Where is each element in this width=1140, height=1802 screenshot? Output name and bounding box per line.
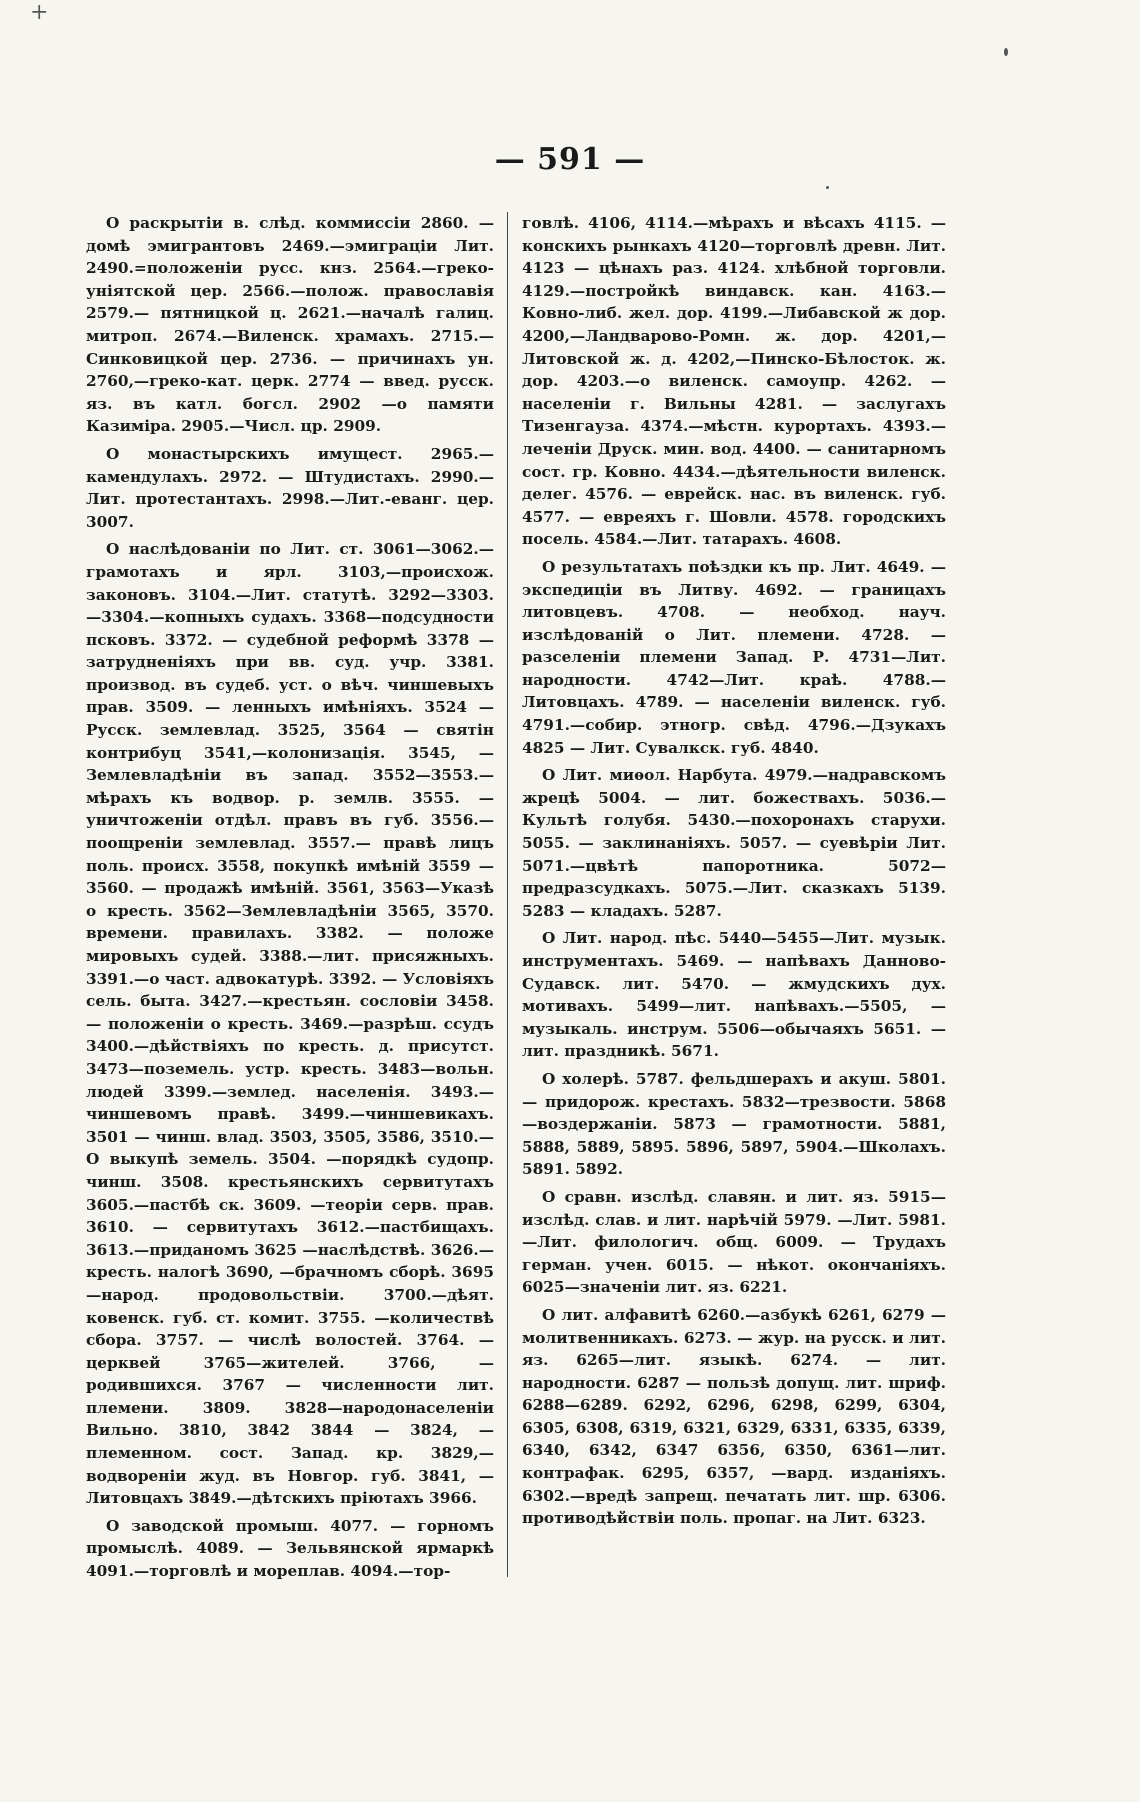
index-entry: О результатахъ поѣздки къ пр. Лит. 4649. — экспедиціи въ Литву. 4692. — границахъ литовцевъ. 4708. — необход. науч. изслѣдованій о Лит. племени. 4728. —разселеніи племени Запад. Р. 4731—Лит. народности. 4742—Лит. краѣ. 4788.—Литовцахъ. 4789. — населеніи виленск. губ. 4791.—собир. этногр. свѣд. 4796.—Дзукахъ 4825 — Лит. Сувалкск. губ. 4840. [522, 557, 946, 757]
index-entry: О Лит. миѳол. Нарбута. 4979.—надравскомъ жрецѣ 5004. — лит. божествахъ. 5036.—Культѣ голубя. 5430.—похоронахъ старухи. 5055. — заклинаніяхъ. 5057. — суевѣріи Лит. 5071.—цвѣтѣ папоротника. 5072—предразсудкахъ. 5075.—Лит. сказкахъ 5139. 5283 — кладахъ. 5287. [522, 766, 946, 920]
left-column [86, 212, 494, 1588]
ink-speck [826, 186, 829, 189]
index-entry: О лит. алфавитѣ 6260.—азбукѣ 6261, 6279 — молитвенникахъ. 6273. — жур. на русск. и лит. яз. 6265—лит. языкѣ. 6274. — лит. народности. 6287 — пользѣ допущ. лит. шриф. 6288—6289. 6292, 6296, 6298, 6299, 6304, 6305, 6308, 6319, 6321, 6329, 6331, 6335, 6339, 6340, 6342, 6347 6356, 6350, 6361—лит. контрафак. 6295, 6357, —вард. изданіяхъ. 6302.—вредѣ запрещ. печатать лит. шр. 6306. противодѣйствіи поль. пропаг. на Лит. 6323. [522, 1305, 946, 1528]
index-entry: говлѣ. 4106, 4114.—мѣрахъ и вѣсахъ 4115. —конскихъ рынкахъ 4120—торговлѣ древн. Лит. 4123 — цѣнахъ раз. 4124. хлѣбной торговли. 4129.—постройкѣ виндавск. кан. 4163.—Ковно-либ. жел. дор. 4199.—Либавской ж дор. 4200,—Ландварово-Ромн. ж. дор. 4201,—Литовской ж. д. 4202,—Пинско-Бѣлосток. ж. дор. 4203.—о виленск. самоупр. 4262. — населеніи г. Вильны 4281. — заслугахъ Тизенгауза. 4374.—мѣстн. курортахъ. 4393.—леченіи Друск. мин. вод. 4400. — санитарномъ сост. гр. Ковно. 4434.—дѣятельности виленск. делег. 4576. — еврейск. нас. въ виленск. губ. 4577. — евреяхъ г. Шовли. 4578. городскихъ посель. 4584.—Лит. татарахъ. 4608. [522, 214, 946, 549]
index-entry: О холерѣ. 5787. фельдшерахъ и акуш. 5801. — придорож. крестахъ. 5832—трезвости. 5868—воздержаніи. 5873 — грамотности. 5881, 5888, 5889, 5895. 5896, 5897, 5904.—Школахъ. 5891. 5892. [522, 1069, 946, 1179]
ink-speck [1004, 48, 1008, 56]
index-entry: О раскрытіи в. слѣд. коммиссіи 2860. —домѣ эмигрантовъ 2469.—эмиграціи Лит. 2490.=положеніи русс. кнз. 2564.—греко-уніятской цер. 2566.—полож. православія 2579.— пятницкой ц. 2621.—началѣ галиц. митроп. 2674.—Виленск. храмахъ. 2715.—Синковицкой цер. 2736. — причинахъ ун. 2760,—греко-кат. церк. 2774 — введ. русск. яз. въ катл. богсл. 2902 —о памяти Казиміра. 2905.—Числ. цр. 2909. [86, 214, 494, 436]
page-number: — 591 — [494, 142, 646, 177]
index-entry: О наслѣдованіи по Лит. ст. 3061—3062.—грамотахъ и ярл. 3103,—происхож. законовъ. 3104.—Лит. статутѣ. 3292—3303. —3304.—копныхъ судахъ. 3368—подсудности псковъ. 3372. — судебной реформѣ 3378 — затрудненіяхъ при вв. суд. учр. 3381. производ. въ судеб. уст. о вѣч. чиншевыхъ прав. 3509. — ленныхъ имѣніяхъ. 3524 — Русск. землевлад. 3525, 3564 — святін контрибуц 3541,—колонизація. 3545, —Землевладѣніи въ запад. 3552—3553.—мѣрахъ къ водвор. р. землв. 3555. — уничтоженіи отдѣл. правъ въ губ. 3556.—поощреніи землевлад. 3557.— правѣ лицъ поль. происх. 3558, покупкѣ имѣній 3559 —3560. — продажѣ имѣній. 3561, 3563—Указѣ о кресть. 3562—Землевладѣніи 3565, 3570. времени. правилахъ. 3382. — положе мировыхъ судей. 3388.—лит. присяжныхъ. 3391.—о част. адвокатурѣ. 3392. — Условіяхъ сель. быта. 3427.—крестьян. сословіи 3458. — положеніи о кресть. 3469.—разрѣш. ссудъ 3400.—дѣйствіяхъ по кресть. д. присутст. 3473—поземель. устр. кресть. 3483—вольн. людей 3399.—землед. населенія. 3493.—чиншевомъ правѣ. 3499.—чиншевикахъ. 3501 — чинш. влад. 3503, 3505, 3586, 3510.—О выкупѣ земель. 3504. —порядкѣ судопр. чинш. 3508. крестьянскихъ сервитутахъ 3605.—пастбѣ ск. 3609. —теоріи серв. прав. 3610. — сервитутахъ 3612.—пастбищахъ. 3613.—приданомъ 3625 —наслѣдствѣ. 3626.—кресть. налогѣ 3690, —брачномъ сборѣ. 3695—народ. продовольствіи. 3700.—дѣят. ковенск. губ. ст. комит. 3755. —количествѣ сбора. 3757. — числѣ волостей. 3764. —церквей 3765—жителей. 3766, — родившихся. 3767 — численности лит. племени. 3809. 3828—народонаселеніи Вильно. 3810, 3842 3844 — 3824, — племенном. сост. Запад. кр. 3829,—водвореніи жуд. въ Новгор. губ. 3841, — Литовцахъ 3849.—дѣтскихъ пріютахъ 3966. [86, 540, 494, 1508]
index-entry: О сравн. изслѣд. славян. и лит. яз. 5915—изслѣд. слав. и лит. нарѣчій 5979. —Лит. 5981.—Лит. филологич. общ. 6009. — Трудахъ герман. учен. 6015. — нѣкот. окончаніяхъ. 6025—значеніи лит. яз. 6221. [522, 1187, 946, 1297]
corner-mark: + [30, 0, 49, 25]
column-divider [507, 212, 508, 1577]
right-column [522, 212, 946, 1535]
index-entry: О монастырскихъ имущест. 2965.—камендулахъ. 2972. — Штудистахъ. 2990.—Лит. протестантахъ. 2998.—Лит.-еванг. цер. 3007. [86, 444, 494, 531]
index-entry: О Лит. народ. пѣс. 5440—5455—Лит. музык. инструментахъ. 5469. — напѣвахъ Данново-Судавск. лит. 5470. — жмудскихъ дух. мотивахъ. 5499—лит. напѣвахъ.—5505, —музыкаль. инструм. 5506—обычаяхъ 5651. —лит. праздникѣ. 5671. [522, 929, 946, 1061]
index-entry: О заводской промыш. 4077. — горномъ промыслѣ. 4089. — Зельвянской ярмаркѣ 4091.—торговлѣ и мореплав. 4094.—тор- [86, 1516, 494, 1581]
